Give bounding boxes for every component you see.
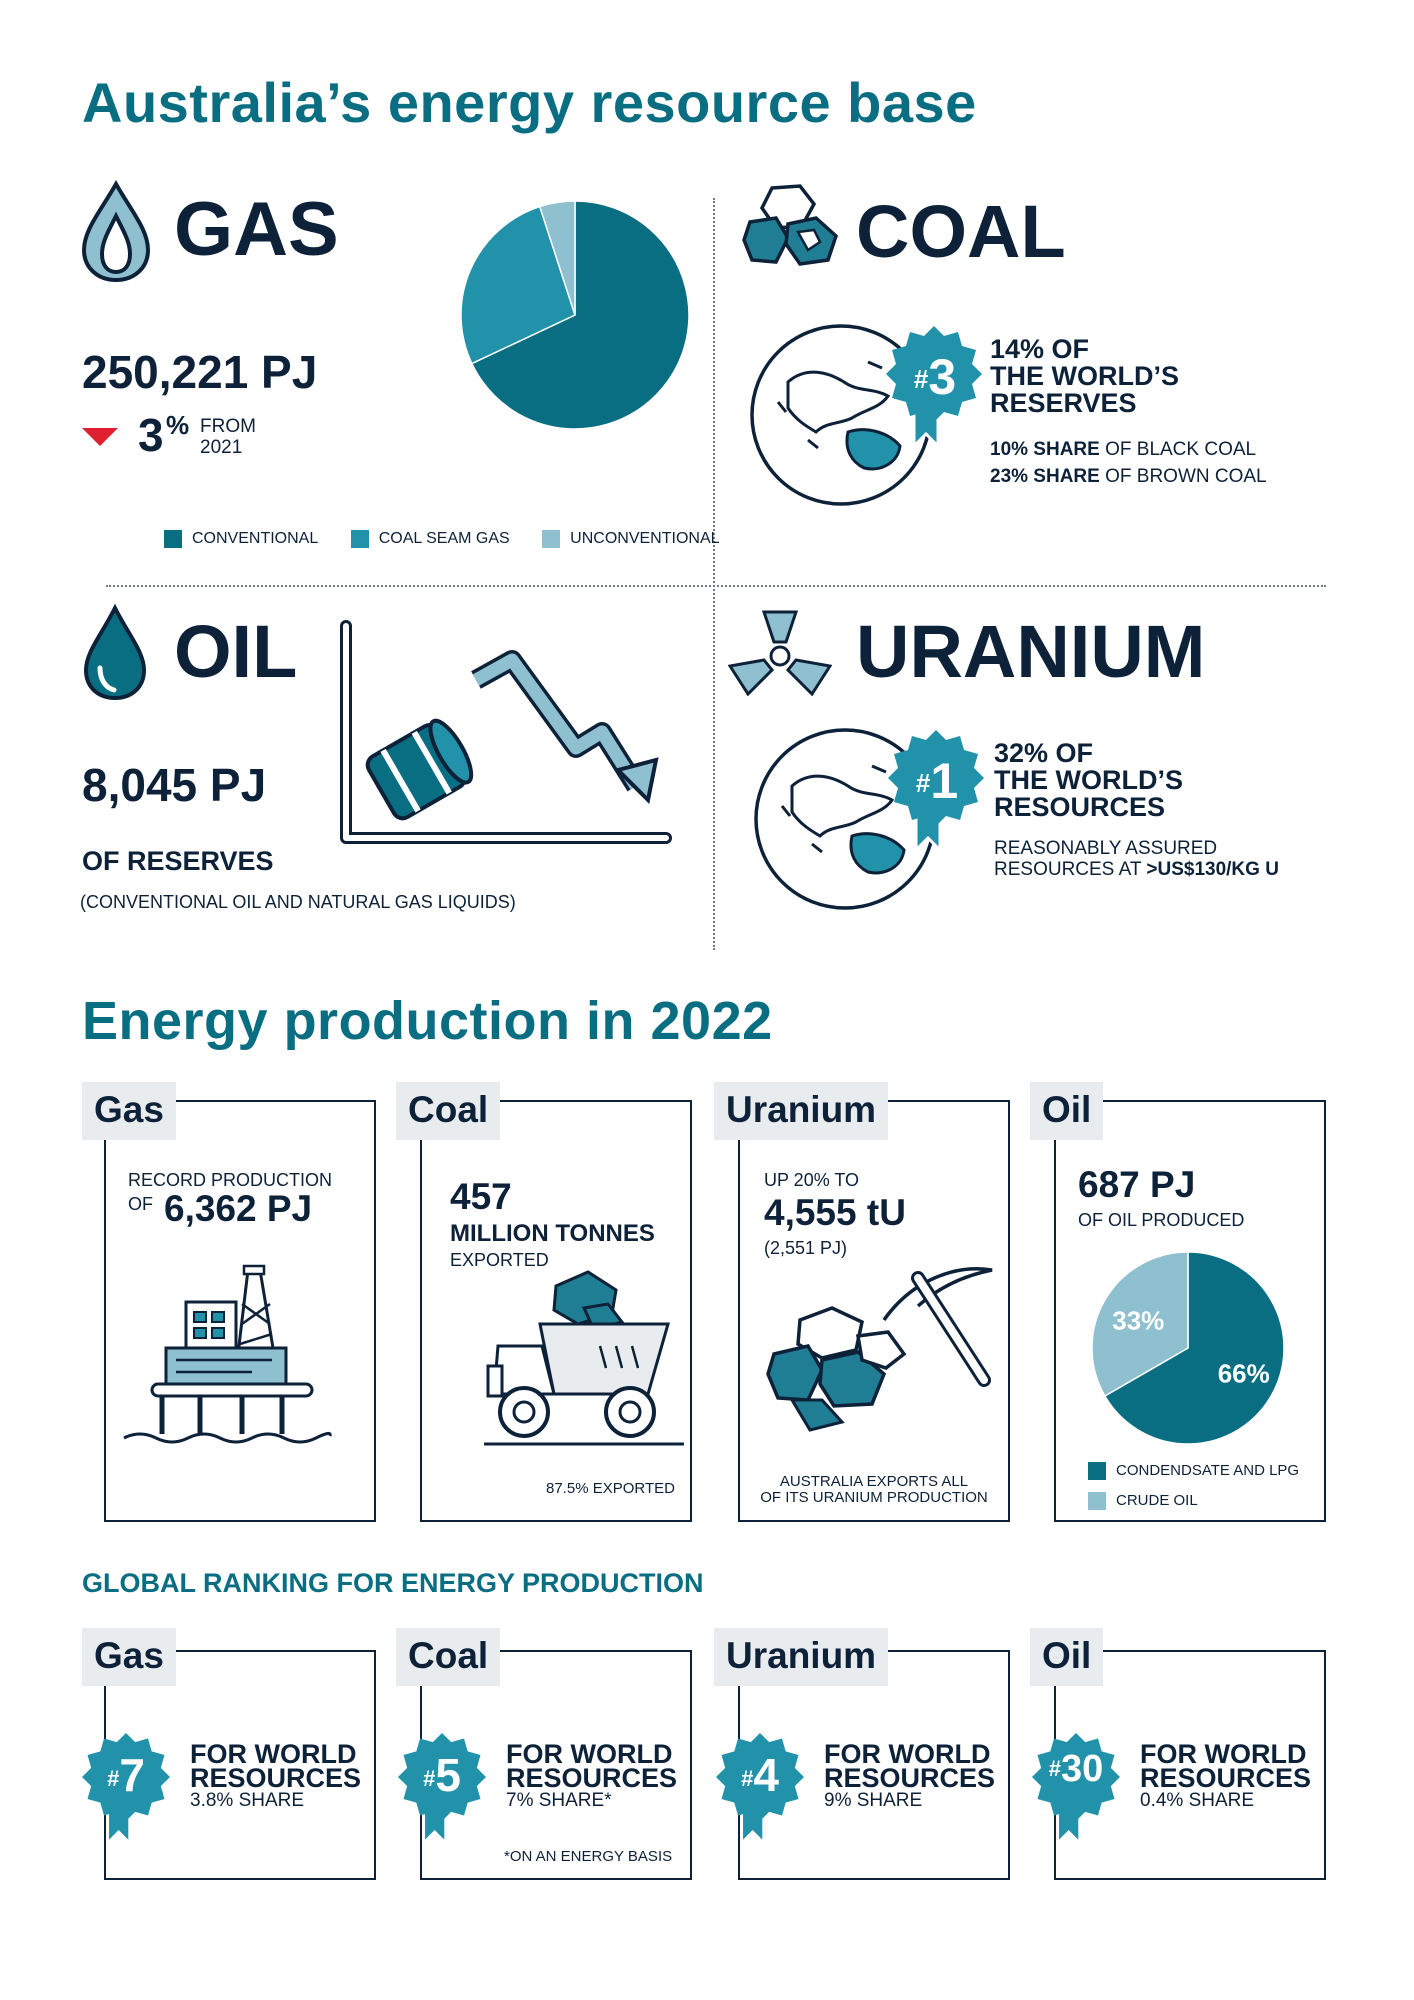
oil-reserves-value: 8,045 PJ [82, 759, 267, 811]
ranking-tab: Gas [82, 1628, 176, 1686]
rank-note: *ON AN ENERGY BASIS [504, 1848, 673, 1865]
gas-reserves-value: 250,221 PJ [82, 346, 318, 398]
legend-swatch-coal-seam-gas [351, 530, 369, 548]
coal-rank-hash: # [913, 364, 929, 394]
uranium-desc [994, 838, 1279, 880]
legend-swatch-conventional [164, 530, 182, 548]
legend-swatch-unconventional [542, 530, 560, 548]
legend-crude: CRUDE OIL [1116, 1492, 1198, 1510]
rank-text [824, 1739, 996, 1812]
coal-brown-bold: 23% SHARE [990, 466, 1100, 487]
coal-reserves-text [990, 336, 1179, 417]
gas-legend [164, 530, 720, 548]
mining-truck-icon [484, 1266, 684, 1448]
legend-swatch-crude [1088, 1492, 1106, 1510]
uranium-production-pj: (2,551 PJ) [764, 1238, 848, 1258]
uranium-export-line-1: AUSTRALIA EXPORTS ALL [779, 1473, 969, 1490]
coal-production-exported: EXPORTED [450, 1250, 549, 1270]
rank-line-1: FOR WORLD [190, 1739, 357, 1769]
rank-number: 7 [119, 1749, 145, 1801]
gas-change-from: FROM [200, 416, 256, 437]
pie-label-condensate: 66% [1217, 1358, 1270, 1389]
rank-text [506, 1739, 678, 1812]
rank-line-2: RESOURCES [190, 1763, 362, 1793]
gas-change-year: 2021 [200, 437, 243, 458]
horizontal-divider [106, 585, 1326, 587]
uranium-resources-text [994, 740, 1183, 821]
rank-text [1140, 1739, 1312, 1812]
gas-change-percent: % [166, 410, 190, 440]
coal-share-lines [990, 436, 1267, 490]
uranium-line-2: THE WORLD’S [994, 765, 1183, 795]
rank-line-2: RESOURCES [824, 1763, 996, 1793]
uranium-rank-label [890, 752, 984, 810]
vertical-divider [713, 198, 715, 950]
coal-line-2: THE WORLD’S [990, 361, 1179, 391]
coal-title: COAL [856, 190, 1066, 273]
oil-production-value: 687 PJ [1078, 1164, 1196, 1205]
gas-change-number: 3 [138, 409, 164, 461]
rank-number: 5 [435, 1749, 461, 1801]
rank-share: 3.8% SHARE [190, 1790, 305, 1811]
legend-coal-seam-gas: COAL SEAM GAS [378, 530, 510, 547]
legend-swatch-condensate [1088, 1462, 1106, 1480]
coal-line-3: RESERVES [990, 388, 1137, 418]
oil-reserves-label: OF RESERVES [82, 846, 274, 876]
gas-title: GAS [174, 187, 339, 272]
down-arrow-icon [80, 426, 120, 448]
gas-production-value: 6,362 PJ [164, 1188, 313, 1229]
uranium-desc-2: RESOURCES AT [994, 859, 1147, 880]
uranium-rank-number: 1 [930, 753, 959, 809]
uranium-rank-hash: # [915, 768, 931, 798]
oil-legend [1088, 1456, 1299, 1516]
gas-production-line: RECORD PRODUCTION [128, 1170, 333, 1190]
production-title: Energy production in 2022 [82, 991, 773, 1051]
rank-number-label [82, 1748, 170, 1802]
coal-production-line: MILLION TONNES [450, 1220, 655, 1247]
rank-line-1: FOR WORLD [824, 1739, 991, 1769]
ranking-tab: Coal [396, 1628, 500, 1686]
coal-black-bold: 10% SHARE [990, 439, 1100, 460]
offshore-rig-icon [122, 1264, 332, 1456]
coal-black-rest: OF BLACK COAL [1099, 439, 1257, 460]
ranking-title: GLOBAL RANKING FOR ENERGY PRODUCTION [82, 1568, 704, 1598]
oil-reserves-note: (CONVENTIONAL OIL AND NATURAL GAS LIQUIDS) [80, 892, 516, 912]
rank-number: 4 [753, 1749, 779, 1801]
rank-share: 0.4% SHARE [1140, 1790, 1255, 1811]
oil-drop-icon [82, 604, 148, 702]
uranium-title: URANIUM [856, 610, 1206, 693]
rank-line-1: FOR WORLD [506, 1739, 673, 1769]
coal-brown-rest: OF BROWN COAL [1099, 466, 1267, 487]
uranium-line-3: RESOURCES [994, 792, 1166, 822]
uranium-export-line-2: OF ITS URANIUM PRODUCTION [760, 1489, 988, 1506]
coal-lumps-icon [742, 182, 840, 270]
rank-number-label [1032, 1748, 1120, 1791]
rank-share: 9% SHARE [824, 1790, 923, 1811]
uranium-line-1: 32% OF [994, 738, 1094, 768]
gas-production-of: OF [128, 1194, 153, 1214]
uranium-production-up: UP 20% TO [764, 1170, 860, 1190]
pie-label-crude: 33% [1112, 1305, 1165, 1336]
rank-line-1: FOR WORLD [1140, 1739, 1307, 1769]
coal-rank-number: 3 [928, 349, 957, 405]
legend-conventional: CONVENTIONAL [192, 530, 319, 547]
rank-hash: # [741, 1766, 754, 1791]
uranium-production-value: 4,555 tU [764, 1192, 906, 1233]
rank-hash: # [1048, 1756, 1061, 1781]
uranium-export-note [742, 1474, 1006, 1506]
oil-production-label: OF OIL PRODUCED [1078, 1210, 1245, 1230]
ranking-tab: Oil [1030, 1628, 1103, 1686]
rank-share: 7% SHARE* [506, 1790, 612, 1811]
oil-pie-chart [1088, 1248, 1288, 1448]
coal-exported-footnote: 87.5% EXPORTED [546, 1480, 675, 1497]
ranking-tab: Uranium [714, 1628, 888, 1686]
rank-line-2: RESOURCES [1140, 1763, 1312, 1793]
oil-decline-graphic [336, 620, 676, 850]
uranium-desc-2-bold: >US$130/KG U [1146, 859, 1279, 880]
gas-pie-chart [456, 196, 694, 434]
legend-condensate: CONDENDSATE AND LPG [1116, 1462, 1300, 1480]
production-coal-tab: Coal [396, 1082, 500, 1140]
rank-line-2: RESOURCES [506, 1763, 678, 1793]
production-oil-tab: Oil [1030, 1082, 1103, 1140]
rank-number: 30 [1060, 1748, 1104, 1790]
coal-line-1: 14% OF [990, 334, 1090, 364]
rank-number-label [398, 1748, 486, 1802]
rank-text [190, 1739, 362, 1812]
radiation-icon [728, 604, 832, 700]
rank-hash: # [423, 1766, 436, 1791]
oil-title: OIL [174, 610, 298, 693]
production-gas-tab: Gas [82, 1082, 176, 1140]
gas-flame-icon [80, 180, 152, 284]
coal-production-value: 457 [450, 1176, 512, 1217]
uranium-desc-1: REASONABLY ASSURED [994, 838, 1218, 859]
coal-rank-label [888, 348, 982, 406]
rank-hash: # [107, 1766, 120, 1791]
resource-base-title: Australia’s energy resource base [82, 71, 977, 134]
legend-unconventional: UNCONVENTIONAL [570, 530, 720, 547]
production-uranium-tab: Uranium [714, 1082, 888, 1140]
pickaxe-ore-icon [762, 1250, 1002, 1440]
rank-number-label [716, 1748, 804, 1802]
